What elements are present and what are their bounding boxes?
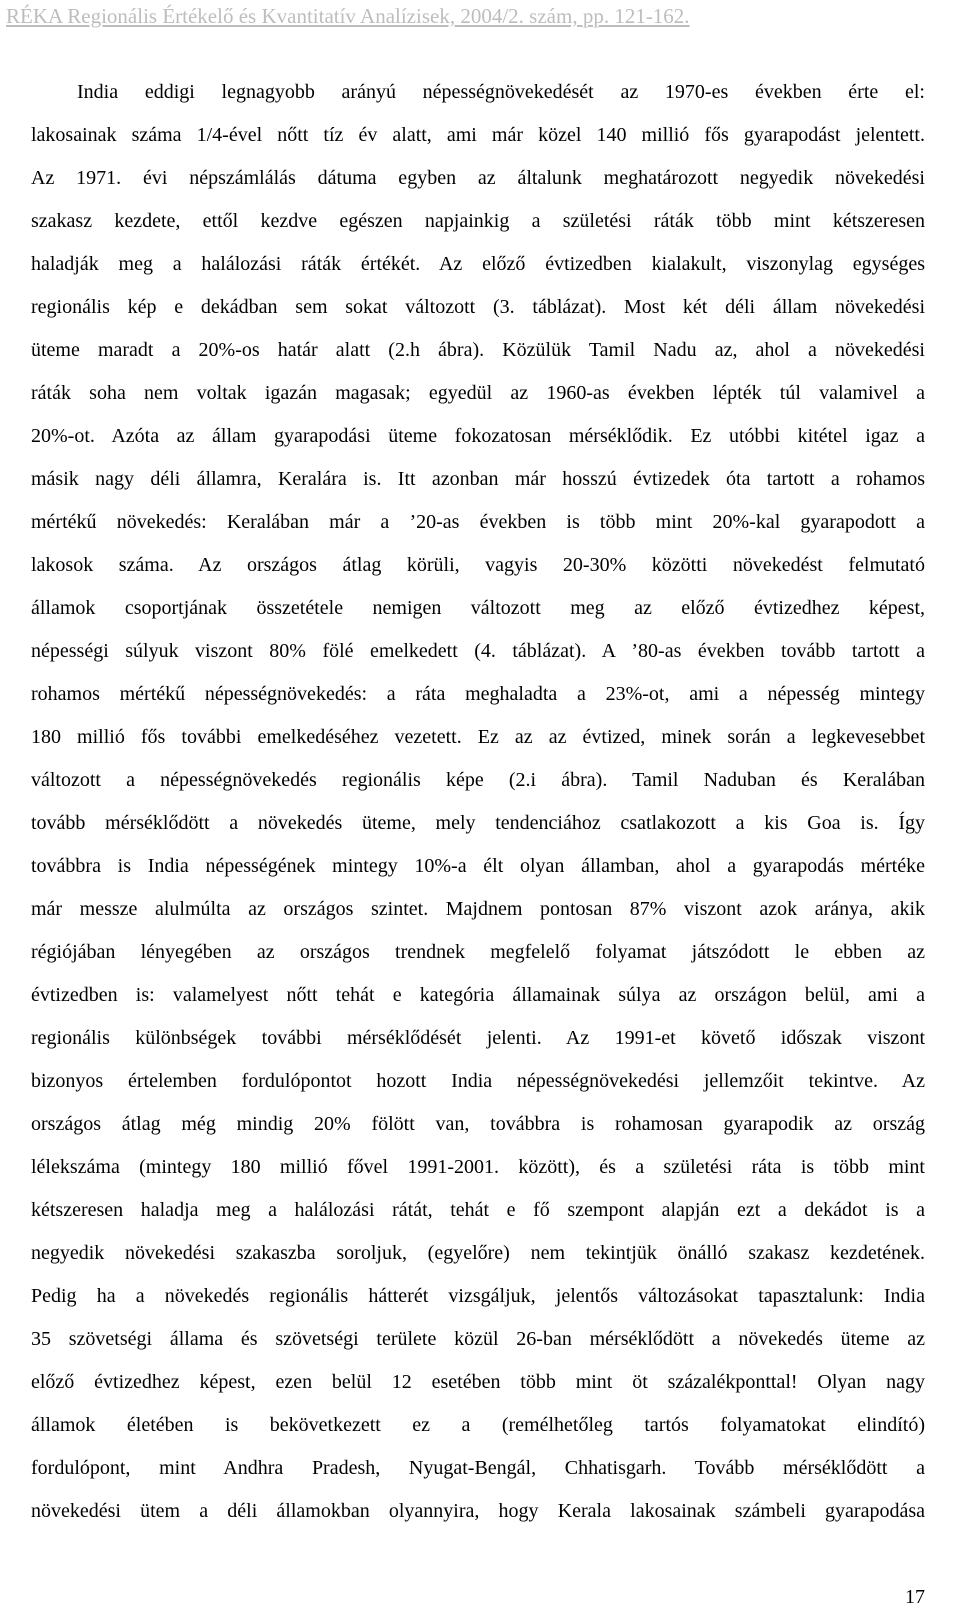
text-line: kétszeresen haladja meg a halálozási rátát, tehát e fő szempont alapján ezt a dekádot is a [31,1199,925,1221]
text-line: Az 1971. évi népszámlálás dátuma egyben az általunk meghatározott negyedik növekedési [31,167,925,189]
text-line: másik nagy déli államra, Keralára is. Itt azonban már hosszú évtizedek óta tartott a rohamos [31,468,925,490]
text-line: országos átlag még mindig 20% fölött van, továbbra is rohamosan gyarapodik az ország [31,1113,925,1135]
text-line: népességi súlyuk viszont 80% fölé emelkedett (4. táblázat). A ’80-as években tovább tartott a [31,640,925,662]
text-line: Pedig ha a növekedés regionális hátterét vizsgáljuk, jelentős változásokat tapasztalunk: India [31,1285,925,1307]
text-line: 35 szövetségi állama és szövetségi területe közül 26-ban mérséklődött a növekedés üteme az [31,1328,925,1350]
text-line: 20%-ot. Azóta az állam gyarapodási üteme fokozatosan mérséklődik. Ez utóbbi kitétel igaz a [31,425,925,447]
text-line: államok életében is bekövetkezett ez a (remélhetőleg tartós folyamatokat elindító) [31,1414,925,1436]
text-line: növekedési ütem a déli államokban olyannyira, hogy Kerala lakosainak számbeli gyarapodása [31,1500,925,1522]
page-number: 17 [905,1586,925,1608]
text-line: ráták soha nem voltak igazán magasak; egyedül az 1960-as években lépték túl valamivel a [31,382,925,404]
text-line: előző évtizedhez képest, ezen belül 12 esetében több mint öt százalékponttal! Olyan nagy [31,1371,925,1393]
text-line: lélekszáma (mintegy 180 millió fővel 1991-2001. között), és a születési ráta is több mint [31,1156,925,1178]
text-line: változott a népességnövekedés regionális képe (2.i ábra). Tamil Naduban és Keralában [31,769,925,791]
text-line: negyedik növekedési szakaszba soroljuk, (egyelőre) nem tekintjük önálló szakasz kezdetének. [31,1242,925,1264]
text-line: lakosok száma. Az országos átlag körüli, vagyis 20-30% közötti növekedést felmutató [31,554,925,576]
text-line: továbbra is India népességének mintegy 10%-a élt olyan államban, ahol a gyarapodás mértéke [31,855,925,877]
running-header-link[interactable]: RÉKA Regionális Értékelő és Kvantitatív Analízisek, 2004/2. szám, pp. 121-162. [6,4,690,28]
text-line: bizonyos értelemben fordulópontot hozott India népességnövekedési jellemzőit tekintve. Az [31,1070,925,1092]
text-line: tovább mérséklődött a növekedés üteme, mely tendenciához csatlakozott a kis Goa is. Így [31,812,925,834]
text-line: haladják meg a halálozási ráták értékét. Az előző évtizedben kialakult, viszonylag egységes [31,253,925,275]
text-line: lakosainak száma 1/4-ével nőtt tíz év alatt, ami már közel 140 millió fős gyarapodást jelentett. [31,124,925,146]
text-line: már messze alulmúlta az országos szintet. Majdnem pontosan 87% viszont azok aránya, akik [31,898,925,920]
text-line: évtizedben is: valamelyest nőtt tehát e kategória államainak súlya az országon belül, ami a [31,984,925,1006]
text-line: régiójában lényegében az országos trendnek megfelelő folyamat játszódott le ebben az [31,941,925,963]
text-line: regionális kép e dekádban sem sokat változott (3. táblázat). Most két déli állam növekedési [31,296,925,318]
text-line: 180 millió fős további emelkedéséhez vezetett. Ez az az évtized, minek során a legkevesebbet [31,726,925,748]
text-line: India eddigi legnagyobb arányú népességnövekedését az 1970-es években érte el: [77,81,925,103]
text-line: fordulópont, mint Andhra Pradesh, Nyugat-Bengál, Chhatisgarh. Tovább mérséklődött a [31,1457,925,1479]
text-line: rohamos mértékű népességnövekedés: a ráta meghaladta a 23%-ot, ami a népesség mintegy [31,683,925,705]
text-line: államok csoportjának összetétele nemigen változott meg az előző évtizedhez képest, [31,597,925,619]
text-line: üteme maradt a 20%-os határ alatt (2.h ábra). Közülük Tamil Nadu az, ahol a növekedési [31,339,925,361]
text-line: szakasz kezdete, ettől kezdve egészen napjainkig a születési ráták több mint kétszeresen [31,210,925,232]
text-line: mértékű növekedés: Keralában már a ’20-as években is több mint 20%-kal gyarapodott a [31,511,925,533]
text-line: regionális különbségek további mérséklődését jelenti. Az 1991-et követő időszak viszont [31,1027,925,1049]
